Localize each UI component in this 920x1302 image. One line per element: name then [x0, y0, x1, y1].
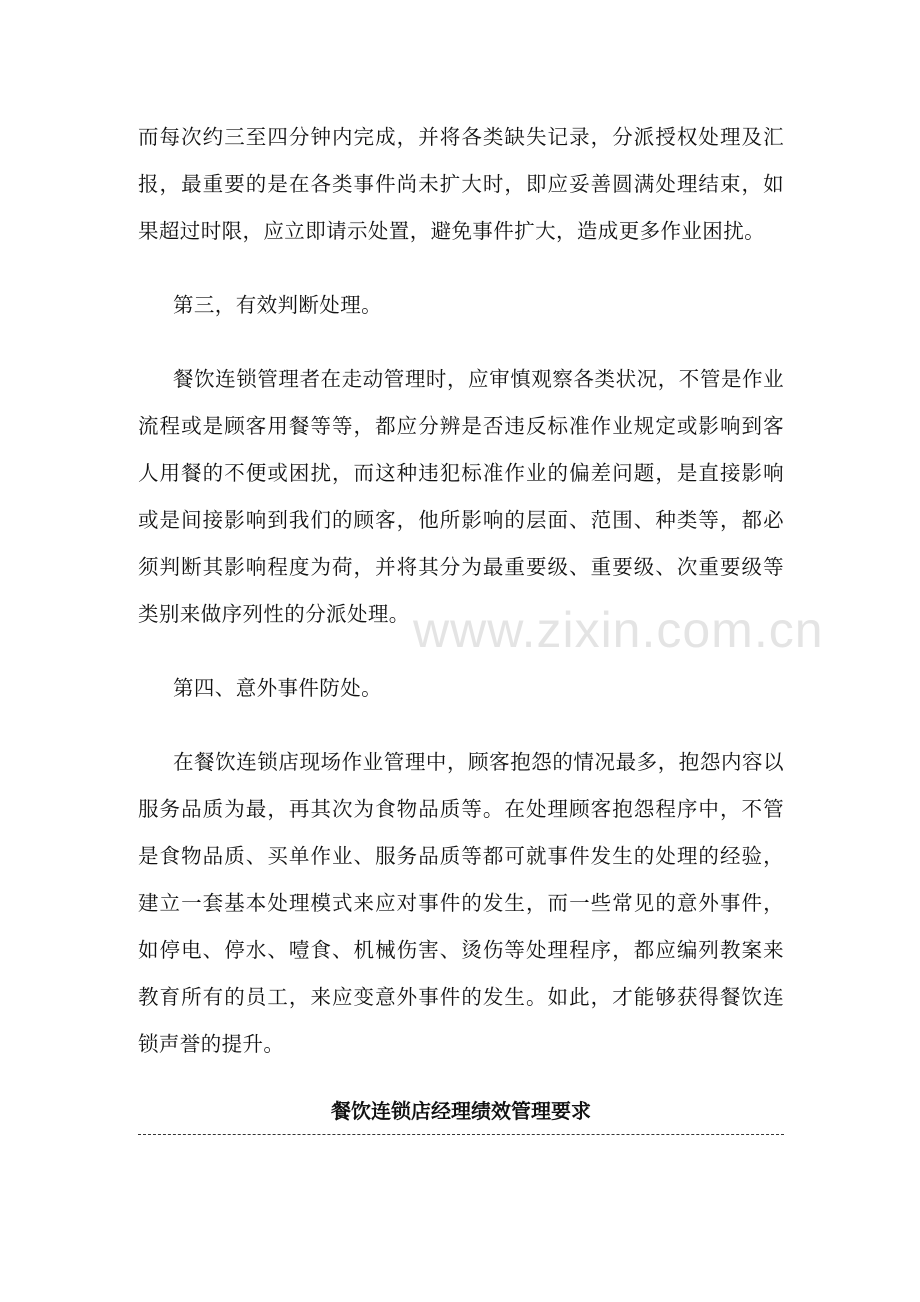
section-heading-third: 第三，有效判断处理。	[173, 293, 382, 317]
watermark: www.zixin.com.cn	[413, 602, 824, 658]
paragraph-spacer	[138, 638, 784, 665]
document-body	[138, 114, 784, 1068]
paragraph-incidents: 在餐饮连锁店现场作业管理中，顾客抱怨的情况最多，抱怨内容以服务品质为最，再其次为食物品质等。在处理顾客抱怨程序中，不管是食物品质、买单作业、服务品质等都可就事件发生的处理的经验，建立一套基本处理模式来应对事件的发生，而一些常见的意外事件，如停电、停水、噎食、机械伤害、烫伤等处理程序，都应编列教案来教育所有的员工，来应变意外事件的发生。如此，才能够获得餐饮连锁声誉的提升。	[138, 750, 784, 1056]
paragraph-spacer	[138, 329, 784, 356]
dashed-divider	[138, 1134, 784, 1135]
paragraph-judgment: 餐饮连锁管理者在走动管理时，应审慎观察各类状况，不管是作业流程或是顾客用餐等等，都应分辨是否违反标准作业规定或影响到客人用餐的不便或困扰，而这种违犯标准作业的偏差问题，是直接影响或是间接影响到我们的顾客，他所影响的层面、范围、种类等，都必须判断其影响程度为荷，并将其分为最重要级、重要级、次重要级等类别来做序列性的分派处理。	[138, 367, 784, 626]
next-document-title: 餐饮连锁店经理绩效管理要求	[331, 1099, 591, 1123]
paragraph-spacer	[138, 712, 784, 739]
paragraph-spacer	[138, 255, 784, 282]
section-heading-fourth: 第四、意外事件防处。	[173, 676, 382, 700]
paragraph-continuation: 而每次约三至四分钟内完成，并将各类缺失记录，分派授权处理及汇报，最重要的是在各类事件尚未扩大时，即应妥善圆满处理结束，如果超过时限，应立即请示处置，避免事件扩大，造成更多作业困扰。	[138, 125, 784, 243]
